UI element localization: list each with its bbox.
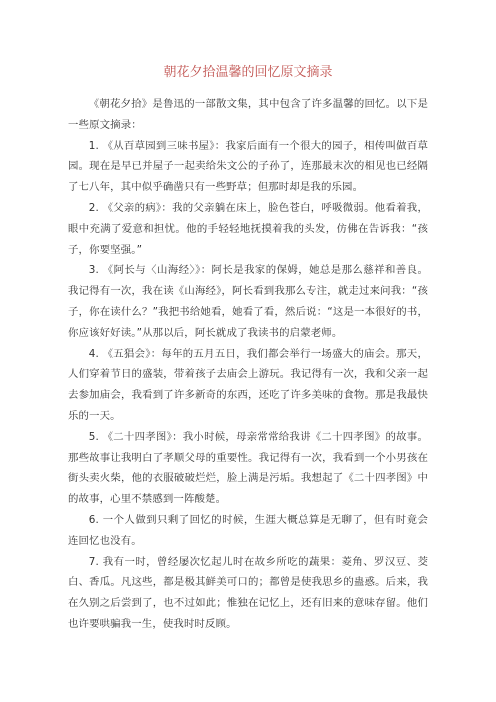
document-title: 朝花夕拾温馨的回忆原文摘录 (163, 65, 333, 80)
excerpt-paragraph-6: 6. 一个人做到只剩了回忆的时候，生涯大概总算是无聊了，但有时竟会连回忆也没有。 (68, 513, 428, 547)
excerpt-paragraph-3: 3. 《阿长与〈山海经〉》：阿长是我家的保姆，她总是那么慈祥和善良。我记得有一次，我在读《山海经》，阿长看到我那么专注，就走过来问我：“孩子，你在读什么？”我把书给她看，她看了看，然后说：“这是一本很好的书，你应该好好读。”从那以后，阿长就成了我读书的启蒙老师。 (68, 264, 428, 339)
excerpt-paragraph-4: 4. 《五猖会》：每年的五月五日，我们都会举行一场盛大的庙会。那天，人们穿着节日的盛装，带着孩子去庙会上游玩。我记得有一次，我和父亲一起去参加庙会，我看到了许多新奇的东西，还吃了许多美味的食物。那是我最快乐的一天。 (68, 347, 428, 422)
intro-paragraph: 《朝花夕拾》是鲁迅的一部散文集，其中包含了许多温馨的回忆。以下是一些原文摘录： (68, 98, 428, 131)
excerpt-paragraph-2: 2. 《父亲的病》：我的父亲躺在床上，脸色苍白，呼吸微弱。他看着我，眼中充满了爱意和担忧。他的手轻轻地抚摸着我的头发，仿佛在告诉我：“孩子，你要坚强。” (68, 201, 428, 256)
excerpt-paragraph-1: 1. 《从百草园到三味书屋》：我家后面有一个很大的园子，相传叫做百草园。现在是早已并屋子一起卖给朱文公的子孙了，连那最末次的相见也已经隔了七八年，其中似乎确凿只有一些野草；但那时却是我的乐园。 (68, 139, 428, 194)
excerpt-paragraph-5: 5. 《二十四孝图》：我小时候，母亲常常给我讲《二十四孝图》的故事。那些故事让我明白了孝顺父母的重要性。我记得有一次，我看到一个小男孩在街头卖火柴，他的衣服破破烂烂，脸上满是污垢。我想起了《二十四孝图》中的故事，心里不禁感到一阵酸楚。 (68, 430, 428, 506)
document-body (68, 94, 428, 635)
excerpt-paragraph-7: 7. 我有一时，曾经屡次忆起儿时在故乡所吃的蔬果：菱角、罗汉豆、茭白、香瓜。凡这些，都是极其鲜美可口的；都曾是使我思乡的蛊惑。后来，我在久别之后尝到了，也不过如此；惟独在记忆上，还有旧来的意味存留。他们也许要哄骗我一生，使我时时反顾。 (68, 555, 428, 630)
